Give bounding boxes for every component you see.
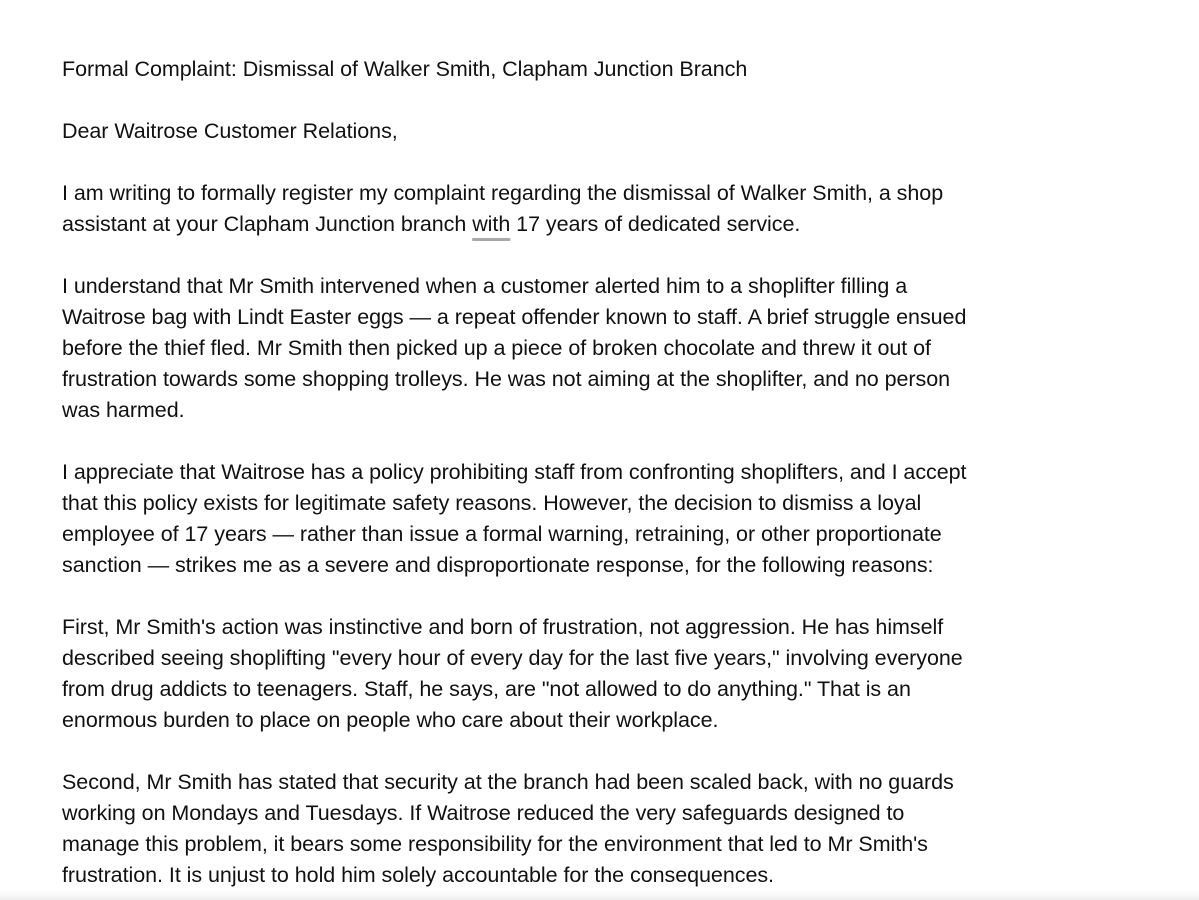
- paragraph-line: I appreciate that Waitrose has a policy prohibiting staff from confronting shoplifters, and I accept: [62, 460, 967, 484]
- paragraph-line: from drug addicts to teenagers. Staff, he says, are "not allowed to do anything." That is an: [62, 677, 911, 701]
- paragraph-line: I understand that Mr Smith intervened when a customer alerted him to a shoplifter filling a: [62, 274, 908, 298]
- paragraph-line: that this policy exists for legitimate safety reasons. However, the decision to dismiss a loyal: [62, 491, 922, 515]
- bottom-edge-shadow: [0, 890, 1199, 900]
- salutation: [62, 116, 1072, 147]
- subject-line: [62, 54, 1072, 85]
- spellcheck-flagged-word[interactable]: with: [472, 212, 511, 236]
- paragraph-line: before the thief fled. Mr Smith then picked up a piece of broken chocolate and threw it out of: [62, 336, 931, 360]
- paragraph-incident: [62, 271, 1072, 426]
- paragraph-second-reason: [62, 767, 1072, 891]
- paragraph-line: enormous burden to place on people who care about their workplace.: [62, 708, 719, 732]
- paragraph-line: Waitrose bag with Lindt Easter eggs — a repeat offender known to staff. A brief struggle ensued: [62, 305, 967, 329]
- paragraph-line: Second, Mr Smith has stated that security at the branch had been scaled back, with no guards: [62, 770, 954, 794]
- text-run: assistant at your Clapham Junction branch: [62, 212, 473, 236]
- salutation-text: Dear Waitrose Customer Relations,: [62, 119, 398, 143]
- paragraph-line: employee of 17 years — rather than issue a formal warning, retraining, or other proportionate: [62, 522, 942, 546]
- subject-text: Formal Complaint: Dismissal of Walker Smith, Clapham Junction Branch: [62, 57, 748, 81]
- paragraph-line: I am writing to formally register my complaint regarding the dismissal of Walker Smith, a shop: [62, 181, 944, 205]
- paragraph-line: frustration. It is unjust to hold him solely accountable for the consequences.: [62, 863, 774, 887]
- paragraph-line: frustration towards some shopping trolleys. He was not aiming at the shoplifter, and no person: [62, 367, 951, 391]
- paragraph-intro: [62, 178, 1072, 240]
- paragraph-first-reason: [62, 612, 1072, 736]
- paragraph-line: sanction — strikes me as a severe and disproportionate response, for the following reasons:: [62, 553, 934, 577]
- paragraph-line: was harmed.: [62, 398, 185, 422]
- paragraph-line: [62, 209, 1072, 240]
- paragraph-policy: [62, 457, 1072, 581]
- paragraph-line: working on Mondays and Tuesdays. If Waitrose reduced the very safeguards designed to: [62, 801, 905, 825]
- text-run: 17 years of dedicated service.: [510, 212, 801, 236]
- paragraph-line: manage this problem, it bears some responsibility for the environment that led to Mr Smith's: [62, 832, 928, 856]
- paragraph-line: First, Mr Smith's action was instinctive and born of frustration, not aggression. He has himself: [62, 615, 944, 639]
- paragraph-line: described seeing shoplifting "every hour of every day for the last five years," involving everyone: [62, 646, 963, 670]
